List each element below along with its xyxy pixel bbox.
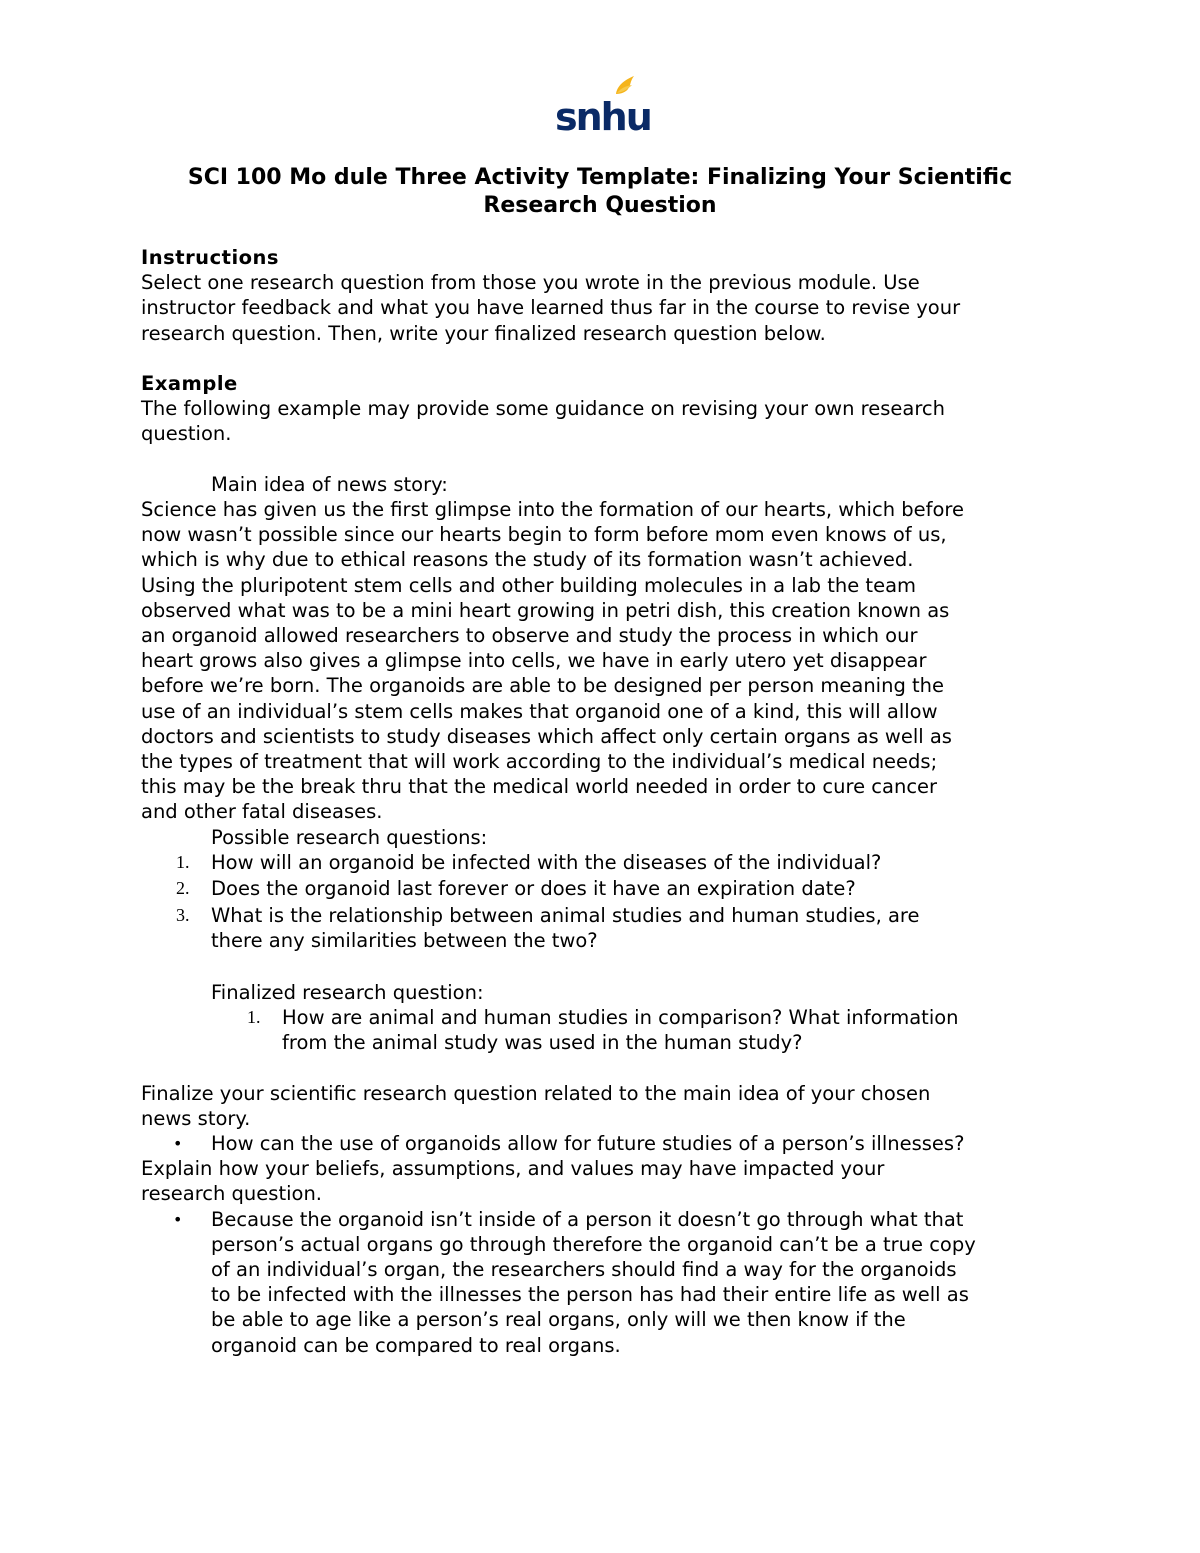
story-line: an organoid allowed researchers to observe and study the process in which our	[141, 624, 918, 648]
instructions-line: research question. Then, write your finalized research question below.	[141, 321, 826, 345]
story-line: use of an individual’s stem cells makes that organoid one of a kind, this will allow	[141, 699, 938, 723]
story-line: Using the pluripotent stem cells and other building molecules in a lab the team	[141, 573, 917, 597]
answer-text: person’s actual organs go through therefore the organoid can’t be a true copy	[211, 1232, 976, 1256]
list-item	[141, 1207, 1081, 1358]
instructions-line: instructor feedback and what you have learned thus far in the course to revise your	[141, 296, 961, 320]
answer-text: be able to age like a person’s real organs, only will we then know if the	[211, 1308, 906, 1332]
finalize-prompt: Finalize your scientific research question related to the main idea of your chosen	[141, 1081, 931, 1105]
list-item	[141, 1131, 1081, 1156]
story-line: now wasn’t possible since our hearts begin to form before mom even knows of us,	[141, 523, 947, 547]
list-number: 1.	[247, 1006, 261, 1027]
answer-text: organoid can be compared to real organs.	[211, 1333, 621, 1357]
title-line-1: SCI 100 Mo dule Three Activity Template: Finalizing Your Scientific	[187, 165, 1013, 190]
answer-text: Because the organoid isn’t inside of a person it doesn’t go through what that	[211, 1207, 964, 1231]
list-text: How are animal and human studies in comparison? What information	[282, 1005, 959, 1029]
list-text: Does the organoid last forever or does it have an expiration date?	[211, 877, 856, 901]
example-line: question.	[141, 422, 232, 446]
example-heading: Example	[141, 372, 238, 395]
story-line: this may be the break thru that the medical world needed in order to cure cancer	[141, 775, 938, 799]
story-line: Science has given us the first glimpse into the formation of our hearts, which before	[141, 498, 965, 521]
instructions-heading: Instructions	[141, 246, 280, 269]
flame-icon	[554, 74, 651, 139]
finalize-prompt: news story.	[141, 1106, 251, 1130]
story-line: heart grows also gives a glimpse into cells, we have in early utero yet disappear	[141, 649, 927, 673]
possible-questions-list	[141, 850, 1081, 953]
story-line: doctors and scientists to study diseases which affect only certain organs as well as	[141, 724, 952, 748]
possible-questions-label: Possible research questions:	[211, 825, 488, 849]
finalized-question-label: Finalized research question:	[211, 980, 484, 1004]
story-line: which is why due to ethical reasons the study of its formation wasn’t achieved.	[141, 548, 914, 572]
answer-text: to be infected with the illnesses the person has had their entire life as well as	[211, 1283, 969, 1307]
list-text: What is the relationship between animal studies and human studies, are	[211, 903, 920, 927]
list-number: 1.	[176, 851, 190, 872]
finalized-question-list	[141, 1005, 1081, 1055]
document-body	[141, 245, 1081, 1358]
instructions-line: Select one research question from those you wrote in the previous module. Use	[141, 271, 920, 295]
logo-text: snhu	[555, 95, 651, 139]
page-title	[120, 164, 1080, 220]
bullet-icon: •	[173, 1133, 183, 1153]
story-line: before we’re born. The organoids are able to be designed per person meaning the	[141, 674, 945, 698]
answer-text: of an individual’s organ, the researchers should find a way for the organoids	[211, 1257, 957, 1281]
answer-list	[141, 1131, 1081, 1156]
story-line: observed what was to be a mini heart growing in petri dish, this creation known as	[141, 598, 950, 622]
list-text: How will an organoid be infected with the diseases of the individual?	[211, 850, 882, 874]
list-item	[141, 850, 1081, 875]
story-line: and other fatal diseases.	[141, 800, 383, 824]
list-text: there any similarities between the two?	[211, 929, 598, 953]
list-item	[141, 1005, 1081, 1055]
answer-list	[141, 1207, 1081, 1358]
example-line: The following example may provide some guidance on revising your own research	[141, 397, 945, 421]
main-idea-label: Main idea of news story:	[211, 472, 448, 496]
list-number: 2.	[176, 878, 190, 899]
explain-prompt: Explain how your beliefs, assumptions, and values may have impacted your	[141, 1157, 885, 1181]
list-text: from the animal study was used in the human study?	[282, 1031, 803, 1055]
list-item	[141, 876, 1081, 901]
bullet-icon: •	[173, 1209, 183, 1229]
explain-prompt: research question.	[141, 1182, 323, 1206]
title-line-2: Research Question	[483, 193, 717, 218]
answer-text: How can the use of organoids allow for future studies of a person’s illnesses?	[211, 1131, 965, 1155]
story-line: the types of treatment that will work according to the individual’s medical needs;	[141, 750, 938, 774]
snhu-logo	[554, 74, 651, 139]
list-item	[141, 903, 1081, 953]
news-story-paragraph	[141, 497, 1081, 825]
list-number: 3.	[176, 904, 190, 925]
